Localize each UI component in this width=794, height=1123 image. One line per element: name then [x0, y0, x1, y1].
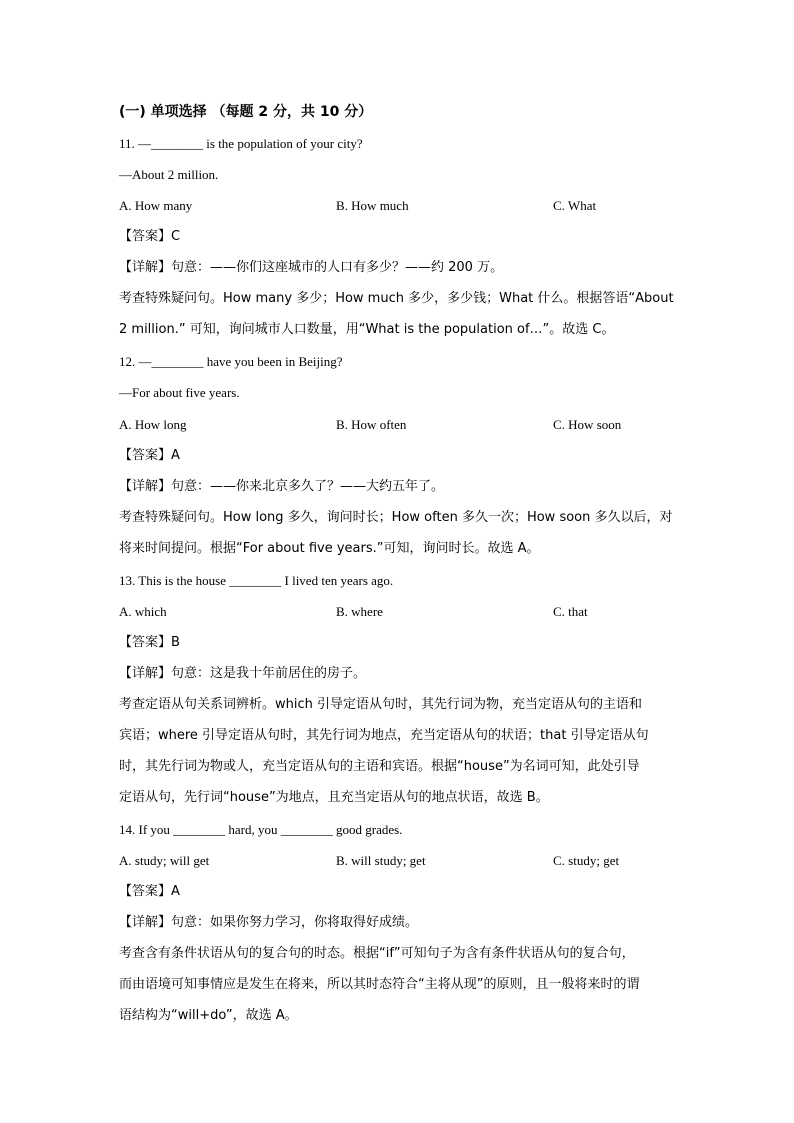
question-13-analysis-4: 定语从句，先行词“house”为地点，且充当定语从句的地点状语，故选 B。 [119, 790, 549, 805]
question-13-option-a: A. which [119, 604, 167, 619]
question-12-analysis-2: 将来时间提问。根据“For about five years.”可知，询问时长。故选 A。 [119, 541, 540, 556]
question-12-analysis-1: 考查特殊疑问句。How long 多久，询问时长；How often 多久一次；How soon 多久以后，对 [119, 510, 673, 525]
question-12-option-b: B. How often [336, 417, 407, 432]
question-14-analysis-2: 而由语境可知事情应是发生在将来，所以其时态符合“主将从现”的原则，且一般将来时的谓 [119, 977, 640, 992]
question-13-answer: 【答案】B [119, 635, 180, 650]
question-13-analysis-3: 时，其先行词为物或人，充当定语从句的主语和宾语。根据“house”为名词可知，此处引导 [119, 759, 640, 774]
question-12-answer: 【答案】A [119, 448, 180, 463]
question-11-analysis-1: 考查特殊疑问句。How many 多少；How much 多少，多少钱；What 什么。根据答语“About [119, 291, 674, 306]
question-13-analysis-2: 宾语；where 引导定语从句时，其先行词为地点，充当定语从句的状语；that 引导定语从句 [119, 728, 649, 743]
question-11-reply: —About 2 million. [119, 167, 219, 182]
question-12-stem: 12. —________ have you been in Beijing? [119, 354, 343, 369]
question-11-option-b: B. How much [336, 198, 409, 213]
question-14-option-c: C. study; get [553, 853, 620, 868]
question-11-analysis-2: 2 million.” 可知，询问城市人口数量，用“What is the population of…”。故选 C。 [119, 322, 615, 337]
question-12-reply: —For about five years. [119, 385, 240, 400]
question-11-answer: 【答案】C [119, 229, 181, 244]
question-12-option-c: C. How soon [553, 417, 622, 432]
section-title: (一) 单项选择 （每题 2 分，共 10 分） [119, 104, 373, 120]
question-13-explain: 【详解】句意：这是我十年前居住的房子。 [119, 666, 367, 681]
question-13-analysis-1: 考查定语从句关系词辨析。which 引导定语从句时，其先行词为物，充当定语从句的主语和 [119, 697, 643, 712]
question-13-option-c: C. that [553, 604, 588, 619]
question-11-stem: 11. —________ is the population of your city? [119, 136, 363, 151]
question-14-stem: 14. If you ________ hard, you ________ good grades. [119, 822, 403, 837]
question-13-option-b: B. where [336, 604, 383, 619]
question-11-option-a: A. How many [119, 198, 193, 213]
question-11-option-c: C. What [553, 198, 597, 213]
question-12-explain: 【详解】句意：——你来北京多久了？——大约五年了。 [119, 479, 445, 494]
question-14-option-b: B. will study; get [336, 853, 426, 868]
question-14-option-a: A. study; will get [119, 853, 210, 868]
question-14-answer: 【答案】A [119, 884, 180, 899]
question-14-analysis-1: 考查含有条件状语从句的复合句的时态。根据“if”可知句子为含有条件状语从句的复合句， [119, 946, 635, 961]
question-13-stem: 13. This is the house ________ I lived ten years ago. [119, 573, 394, 588]
question-14-analysis-3: 语结构为“will+do”，故选 A。 [119, 1008, 298, 1023]
question-12-option-a: A. How long [119, 417, 187, 432]
question-11-explain: 【详解】句意：——你们这座城市的人口有多少？——约 200 万。 [119, 260, 504, 275]
question-14-explain: 【详解】句意：如果你努力学习，你将取得好成绩。 [119, 915, 419, 930]
